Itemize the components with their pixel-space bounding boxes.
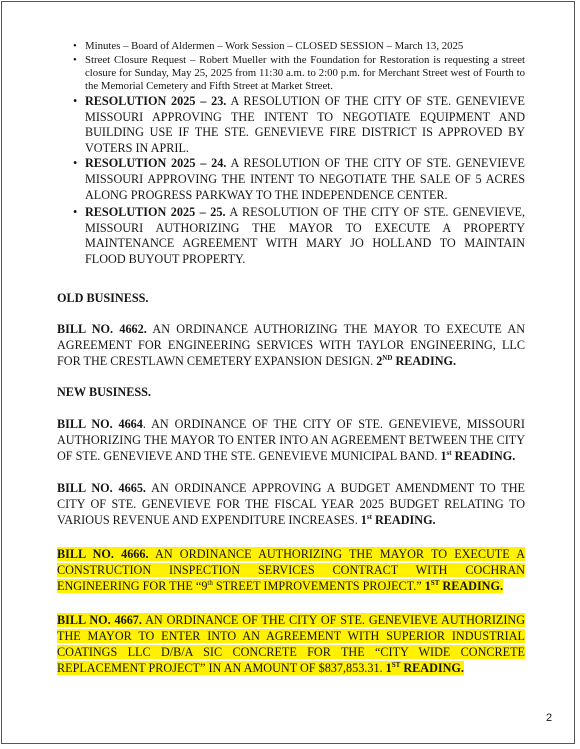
bill-reading: 1ST READING. bbox=[385, 660, 464, 675]
bill-label: BILL NO. 4665. bbox=[57, 480, 146, 495]
bill-text: . AN ORDINANCE OF THE CITY OF STE. GENEVIEVE, MISSOURI AUTHORIZING THE MAYOR TO ENTER INTO AN AGREEMENT BETWEEN THE CITY OF STE. GENEVIEVE AND THE STE. GENEVIEVE MUNICIPAL BAND. bbox=[57, 416, 525, 463]
item-text: Street Closure Request – Robert Mueller with the Foundation for Restoration is requesting a street closure for Sunday, May 25, 2025 from 11:30 a.m. to 2:00 p.m. for Merchant Street west of Fourth to the Memorial Cemetery and Fifth Street at Market Street. bbox=[85, 54, 525, 92]
bill-text: AN ORDINANCE AUTHORIZING THE MAYOR TO EXECUTE AN AGREEMENT FOR ENGINEERING SERVICES WITH TAYLOR ENGINEERING, LLC FOR THE CRESTLAWN CEMETERY EXPANSION DESIGN. bbox=[57, 321, 525, 368]
bill-reading: 1st READING. bbox=[360, 512, 436, 527]
list-item-resolution-24 bbox=[57, 156, 525, 203]
resolution-label: RESOLUTION 2025 – 24. bbox=[85, 156, 227, 171]
bill-4667 bbox=[57, 612, 525, 676]
bill-4666 bbox=[57, 546, 525, 594]
bill-text: AN ORDINANCE OF THE CITY OF STE. GENEVIEVE AUTHORIZING THE MAYOR TO ENTER INTO AN AGREEMENT WITH SUPERIOR INDUSTRIAL COATINGS LLC D/B/A SIC CONCRETE FOR THE “CITY WIDE CONCRETE REPLACEMENT PROJECT” IN AN AMOUNT OF $837,853.31. bbox=[57, 612, 525, 675]
list-item-resolution-23 bbox=[57, 94, 525, 156]
item-text: A RESOLUTION OF THE CITY OF STE. GENEVIEVE MISSOURI APPROVING THE INTENT TO NEGOTIATE EQUIPMENT AND BUILDING USE IF THE STE. GENEVIEVE FIRE DISTRICT IS APPROVED BY VOTERS IN APRIL. bbox=[85, 94, 526, 155]
item-text: A RESOLUTION OF THE CITY OF STE. GENEVIEVE, MISSOURI AUTHORIZING THE MAYOR TO EXECUTE A PROPERTY MAINTENANCE AGREEMENT WITH MARY JO HOLLAND TO MAINTAIN FLOOD BUYOUT PROPERTY. bbox=[85, 205, 525, 266]
bill-4662 bbox=[57, 321, 525, 369]
bill-4665 bbox=[57, 480, 525, 528]
bill-text-end: STREET IMPROVEMENTS PROJECT.” bbox=[212, 578, 425, 593]
resolution-label: RESOLUTION 2025 – 25. bbox=[85, 205, 226, 220]
agenda-list bbox=[57, 40, 525, 268]
bill-label: BILL NO. 4667. bbox=[57, 612, 142, 627]
bill-reading: 2ND READING. bbox=[376, 353, 457, 368]
list-item-resolution-25 bbox=[57, 205, 525, 267]
bill-label: BILL NO. 4664 bbox=[57, 416, 143, 431]
resolution-label: RESOLUTION 2025 – 23. bbox=[85, 94, 227, 108]
page-number: 2 bbox=[546, 712, 553, 724]
bill-reading: 1ST READING. bbox=[424, 578, 504, 593]
item-text: Minutes – Board of Aldermen – Work Session – CLOSED SESSION – March 13, 2025 bbox=[85, 40, 464, 52]
bill-text: AN ORDINANCE AUTHORIZING THE MAYOR TO EXECUTE A CONSTRUCTION INSPECTION SERVICES CONTRACT WITH COCHRAN ENGINEERING FOR THE “9 bbox=[57, 546, 525, 593]
bill-reading: 1st READING. bbox=[440, 448, 516, 463]
bill-label: BILL NO. 4666. bbox=[57, 546, 149, 561]
new-business-heading: NEW BUSINESS. bbox=[57, 384, 151, 399]
item-text: A RESOLUTION OF THE CITY OF STE. GENEVIEVE MISSOURI APPROVING THE INTENT TO NEGOTIATE THE SALE OF 5 ACRES ALONG PROGRESS PARKWAY TO THE INDEPENDENCE CENTER. bbox=[85, 156, 526, 202]
bill-text: AN ORDINANCE APPROVING A BUDGET AMENDMENT TO THE CITY OF STE. GENEVIEVE FOR THE FISCAL YEAR 2025 BUDGET RELATING TO VARIOUS REVENUE AND EXPENDITURE INCREASES. bbox=[57, 480, 525, 527]
bill-text-sup: th bbox=[207, 578, 213, 587]
bill-4664 bbox=[57, 416, 525, 464]
old-business-heading: OLD BUSINESS. bbox=[57, 290, 149, 305]
bill-label: BILL NO. 4662. bbox=[57, 321, 147, 336]
list-item-minutes bbox=[57, 40, 525, 53]
agenda-content bbox=[57, 40, 525, 676]
list-item-street-closure bbox=[57, 54, 525, 93]
